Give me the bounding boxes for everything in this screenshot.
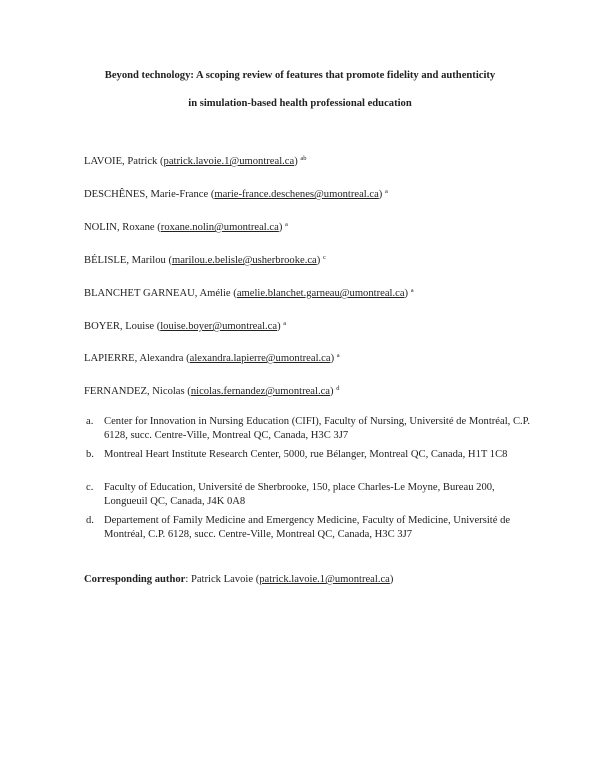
corresponding-email-link[interactable]: patrick.lavoie.1@umontreal.ca (259, 574, 390, 585)
author-email-link[interactable]: marie-france.deschenes@umontreal.ca (214, 189, 379, 200)
author-entry (84, 349, 340, 365)
author-name: DESCHÊNES, Marie-France (84, 189, 209, 200)
author-name: NOLIN, Roxane (84, 222, 155, 233)
paren-open: ( (187, 386, 191, 397)
paren-close: ) (278, 222, 283, 233)
paren-open: ( (160, 156, 164, 167)
affiliation-letter: d. (86, 515, 94, 526)
author-email-link[interactable]: marilou.e.belisle@usherbrooke.ca (171, 255, 317, 266)
affiliation-marker: ab (300, 155, 307, 162)
paren-close: ) (378, 189, 383, 200)
author-email-link[interactable]: nicolas.fernandez@umontreal.ca (190, 386, 330, 397)
paren-close: ) (277, 321, 281, 332)
affiliation-letter: a. (86, 416, 94, 427)
author-name: BÉLISLE, Marilou (84, 255, 166, 266)
paren-close: ) (316, 255, 321, 266)
paren-close: ) (389, 574, 394, 585)
author-entry (84, 152, 307, 168)
author-name: LAVOIE, Patrick (84, 156, 158, 167)
corresponding-author-label: Corresponding author (84, 574, 186, 585)
affiliation-letter: c. (86, 482, 94, 493)
affiliation-marker: a (336, 352, 340, 359)
corresponding-author-name: Patrick Lavoie (190, 574, 254, 585)
author-email-link[interactable]: roxane.nolin@umontreal.ca (160, 222, 279, 233)
author-entry (84, 251, 326, 267)
paren-close: ) (330, 386, 334, 397)
paren-open: ( (156, 321, 161, 332)
paren-open: ( (233, 288, 237, 299)
affiliation-text: Montreal Heart Institute Research Center, 5000, rue Bélanger, Montreal QC, Canada, H1T 1C8 (104, 449, 508, 460)
author-email-link[interactable]: patrick.lavoie.1@umontreal.ca (163, 156, 295, 167)
affiliation-text: Departement of Family Medicine and Emergency Medicine, Faculty of Medicine, Université de Montréal, C.P. 6128, succ. Centre-Ville, Montreal QC, Canada, H3C 3J7 (104, 515, 511, 540)
affiliation-marker: a (283, 320, 287, 327)
affiliation-text: Faculty of Education, Université de Sherbrooke, 150, place Charles-Le Moyne, Bureau 200, Longueuil QC, Canada, J4K 0A8 (104, 482, 495, 507)
affiliation-marker: c (322, 254, 326, 261)
author-entry (84, 317, 286, 333)
paren-open: ( (210, 189, 215, 200)
paren-open: ( (157, 222, 161, 233)
author-email-link[interactable]: louise.boyer@umontreal.ca (160, 321, 278, 332)
affiliation-marker: a (410, 287, 414, 294)
affiliation-marker: a (384, 188, 388, 195)
affiliation-marker: a (285, 221, 288, 228)
author-entry (84, 284, 414, 300)
paren-open: ( (186, 353, 190, 364)
author-name: FERNANDEZ, Nicolas (84, 386, 185, 397)
affiliation-letter: b. (86, 449, 94, 460)
author-name: BOYER, Louise (84, 321, 155, 332)
paren-close: ) (294, 156, 298, 167)
author-entry (84, 382, 339, 398)
affiliation-text: Center for Innovation in Nursing Education (CIFI), Faculty of Nursing, Université de Montréal, C.P. 6128, succ. Centre-Ville, Montreal QC, Canada, H3C 3J7 (104, 416, 531, 441)
paren-open: ( (255, 574, 260, 585)
paper-title-line-1: Beyond technology: A scoping review of features that promote fidelity and authenticity (104, 70, 496, 81)
author-email-link[interactable]: alexandra.lapierre@umontreal.ca (189, 353, 331, 364)
paren-close: ) (330, 353, 335, 364)
corresponding-sep: : (185, 574, 191, 585)
paren-close: ) (404, 288, 409, 299)
corresponding-author (84, 573, 393, 586)
paren-open: ( (168, 255, 172, 266)
author-name: LAPIERRE, Alexandra (84, 353, 184, 364)
paper-title-line-2: in simulation-based health professional education (188, 98, 412, 109)
author-entry (84, 185, 388, 201)
author-entry (84, 218, 288, 234)
author-email-link[interactable]: amelie.blanchet.garneau@umontreal.ca (236, 288, 405, 299)
affiliation-marker: d (336, 385, 340, 392)
author-name: BLANCHET GARNEAU, Amélie (84, 288, 231, 299)
